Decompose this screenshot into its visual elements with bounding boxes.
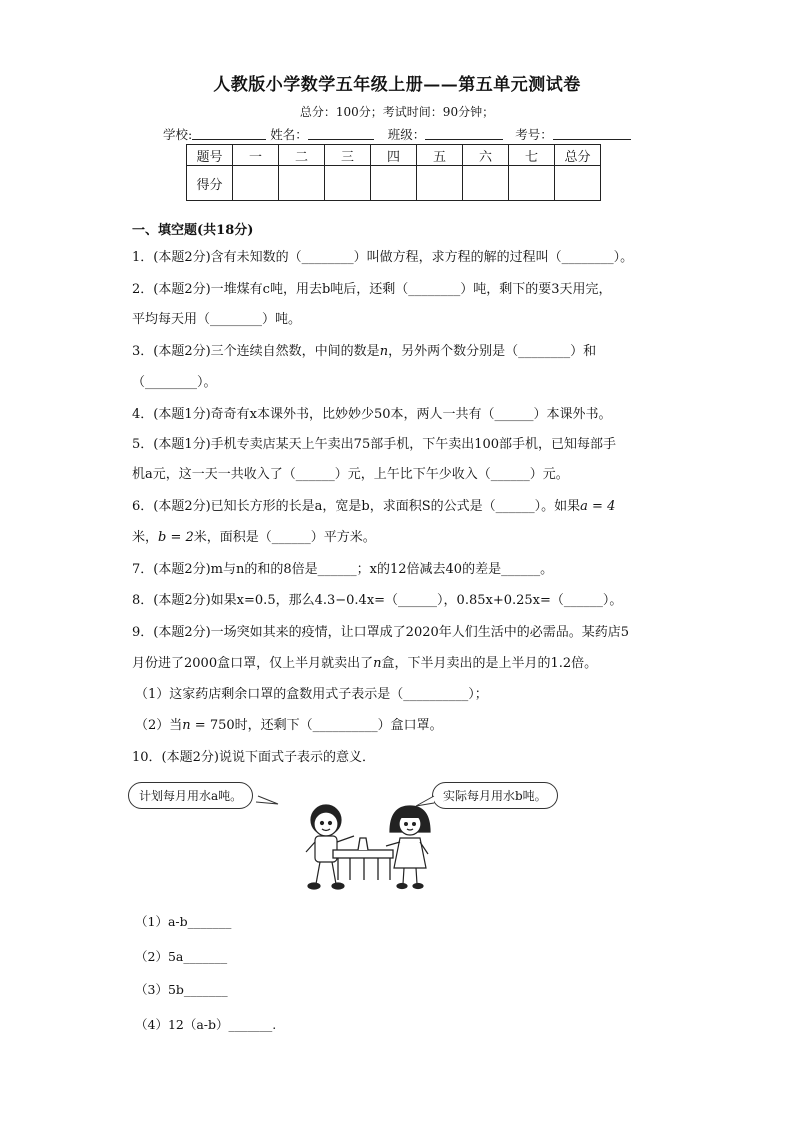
school-field[interactable]: [192, 126, 266, 140]
score-cell[interactable]: [279, 166, 325, 201]
score-table: [186, 144, 601, 201]
speech-bubble-actual: 实际每月用水b吨。: [432, 782, 558, 809]
question-7: 7．(本题2分)m与n的和的8倍是______；x的12倍减去40的差是______。: [132, 562, 554, 577]
question-9-line-1: 9．(本题2分)一场突如其来的疫情，让口罩成了2020年人们生活中的必需品。某药店5: [132, 625, 630, 640]
section-title-fill-in: 一、填空题(共18分): [132, 223, 254, 238]
variable-n: n: [182, 718, 191, 733]
question-4: 4．(本题1分)奇奇有x本课外书，比妙妙少50本，两人一共有（______）本课外书。: [132, 407, 612, 422]
question-3-text-a: 3．(本题2分)三个连续自然数，中间的数是: [132, 344, 380, 359]
score-header-cell: 总分: [555, 145, 601, 166]
score-cell[interactable]: [325, 166, 371, 201]
question-6-text-a: 6．(本题2分)已知长方形的长是a，宽是b，求面积S的公式是（______）。如果: [132, 499, 581, 514]
score-header-cell: 四: [371, 145, 417, 166]
name-label: 姓名：: [270, 127, 308, 142]
score-row-label: 得分: [187, 166, 233, 201]
score-cell[interactable]: [417, 166, 463, 201]
name-field[interactable]: [308, 126, 374, 140]
exam-subtitle: 总分：100分；考试时间：90分钟；: [299, 105, 495, 119]
question-9-part-1: （1）这家药店剩余口罩的盒数用式子表示是（__________）；: [135, 687, 488, 702]
question-9-text-b: 盒，下半月卖出的是上半月的1.2倍。: [381, 656, 598, 671]
score-header-cell: 题号: [187, 145, 233, 166]
question-2-line-1: 2．(本题2分)一堆煤有c吨，用去b吨后，还剩（________）吨，剩下的要3天用完，: [132, 282, 612, 297]
equation-b-equals-2: b = 2: [158, 530, 194, 545]
variable-n: n: [379, 344, 389, 359]
question-6-text-b: 米，: [132, 530, 159, 545]
school-label: 学校:: [163, 127, 193, 142]
score-header-cell: 六: [463, 145, 509, 166]
equation-a-equals-4: a = 4: [580, 499, 616, 514]
score-header-cell: 七: [509, 145, 555, 166]
question-1: 1．(本题2分)含有未知数的（________）叫做方程，求方程的解的过程叫（________）。: [132, 250, 634, 265]
exam-no-label: 考号：: [515, 127, 553, 142]
score-cell[interactable]: [371, 166, 417, 201]
question-9-text-a: 月份进了2000盒口罩，仅上半月就卖出了: [132, 656, 374, 671]
table-drawing: [333, 838, 393, 880]
page-title: 人教版小学数学五年级上册——第五单元测试卷: [213, 75, 581, 95]
question-2-line-2: 平均每天用（________）吨。: [132, 312, 302, 327]
score-cell[interactable]: [233, 166, 279, 201]
question-10: 10．(本题2分)说说下面式子表示的意义．: [132, 750, 375, 765]
score-table-header-row: [187, 145, 601, 166]
girl-figure: [386, 806, 430, 889]
score-cell[interactable]: [555, 166, 601, 201]
question-3-text-b: ，另外两个数分别是（________）和: [388, 344, 597, 359]
question-10-sub-1: （1）a-b_______: [135, 914, 232, 929]
question-6-text-c: 米，面积是（______）平方米。: [193, 530, 376, 545]
question-9-line-2: [132, 656, 597, 672]
speech-bubble-plan: 计划每月用水a吨。: [128, 782, 253, 809]
bubble-tail-left: [256, 796, 278, 804]
class-label: 班级：: [387, 127, 426, 142]
question-6-line-1: [132, 499, 615, 515]
question-8: 8．(本题2分)如果x=0.5，那么4.3−0.4x=（______），0.85x+0.25x=（______）。: [132, 593, 623, 608]
class-field[interactable]: [425, 126, 503, 140]
question-3-line-1: [132, 344, 596, 360]
question-9-part-2-text-b: = 750时，还剩下（__________）盒口罩。: [190, 718, 443, 733]
question-10-sub-2: （2）5a_______: [135, 949, 228, 964]
score-header-cell: 五: [417, 145, 463, 166]
question-9-part-2-text-a: （2）当: [135, 718, 183, 733]
student-info-line: [163, 125, 631, 143]
boy-figure: [306, 805, 354, 889]
score-header-cell: 二: [279, 145, 325, 166]
score-header-cell: 一: [233, 145, 279, 166]
score-cell[interactable]: [463, 166, 509, 201]
score-header-cell: 三: [325, 145, 371, 166]
question-10-sub-3: （3）5b_______: [135, 982, 228, 997]
exam-no-field[interactable]: [553, 126, 631, 140]
question-6-line-2: [132, 530, 376, 546]
question-5-line-2: 机a元，这一天一共收入了（______）元，上午比下午少收入（______）元。: [132, 467, 569, 482]
variable-n: n: [373, 656, 382, 671]
question-10-illustration: [128, 776, 588, 896]
score-cell[interactable]: [509, 166, 555, 201]
question-10-sub-4: （4）12（a-b）_______.: [135, 1017, 277, 1032]
question-5-line-1: 5．(本题1分)手机专卖店某天上午卖出75部手机，下午卖出100部手机，已知每部手: [132, 437, 617, 452]
score-table-score-row: [187, 166, 601, 201]
question-3-line-2: （________）。: [132, 375, 217, 390]
question-9-part-2: [135, 718, 443, 734]
